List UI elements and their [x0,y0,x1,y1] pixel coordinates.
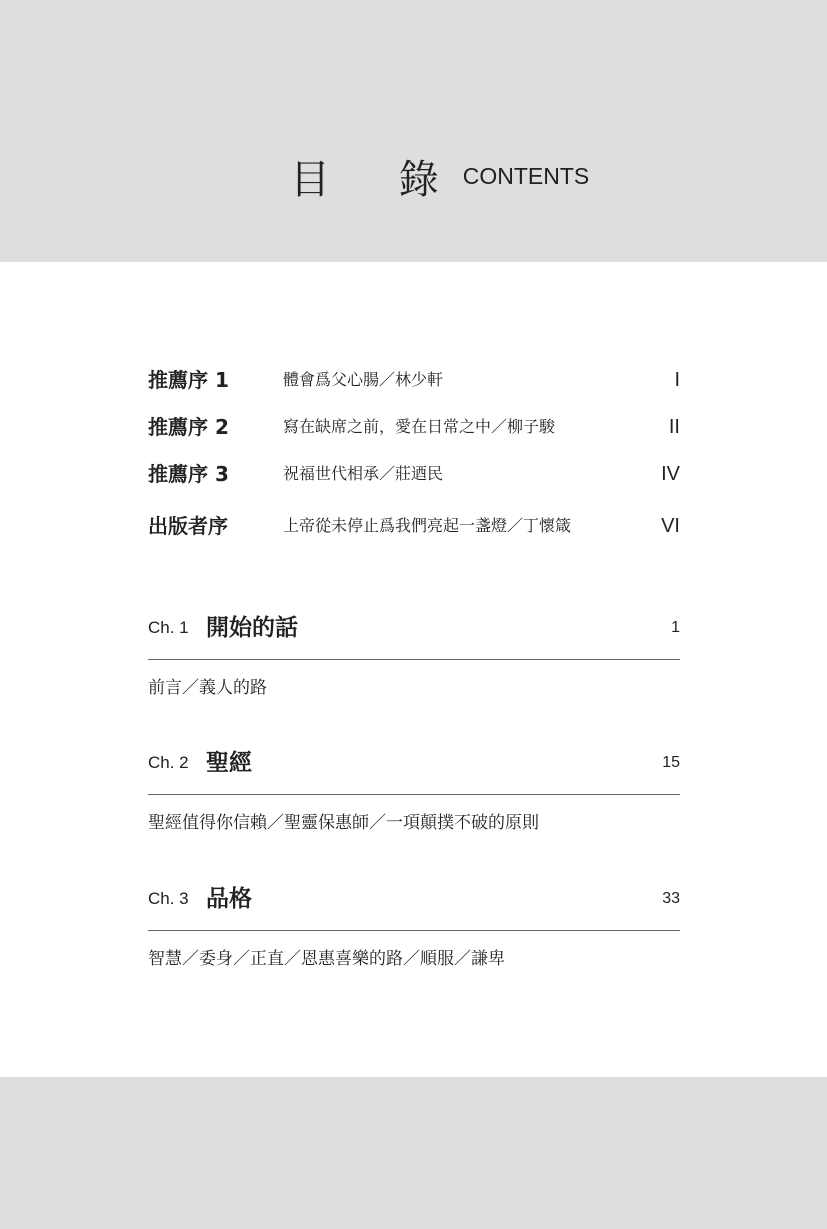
preface-entry[interactable] [148,412,680,442]
chapter-heading [148,881,680,917]
chapter-title: 開始的話 [206,615,298,641]
preface-page-number: VI [661,515,680,537]
chapter-page-number: 33 [662,890,680,907]
chapter-divider [148,930,680,931]
preface-page-number: II [668,416,680,438]
preface-entry[interactable] [148,459,680,489]
chapter-sections: 聖經值得你信賴／聖靈保惠師／一項顛撲不破的原則 [148,813,539,833]
chapter-sections: 前言／義人的路 [148,678,267,698]
chapter-heading [148,745,680,781]
preface-description: 體會爲父心腸／林少軒 [283,370,444,389]
chapter-divider [148,794,680,795]
chapter-number: Ch. 1 [148,618,189,637]
page-title-chinese: 目 錄 [290,156,467,203]
header-band [0,0,827,262]
preface-label: 推薦序 2 [148,415,229,439]
chapter-sections: 智慧／委身／正直／恩惠喜樂的路／順服／謙卑 [148,949,505,969]
preface-description: 上帝從未停止爲我們亮起一盞燈／丁懷箴 [283,516,572,535]
preface-description: 寫在缺席之前，愛在日常之中／柳子駿 [283,417,556,436]
preface-entry[interactable] [148,365,680,395]
chapter-number: Ch. 2 [148,753,189,772]
chapter-page-number: 1 [671,619,680,636]
footer-band [0,1077,827,1229]
preface-label: 出版者序 [148,514,228,538]
preface-label: 推薦序 1 [148,368,229,392]
chapter-entry[interactable] [148,881,680,969]
preface-page-number: I [674,369,680,391]
page-title-english: CONTENTS [462,162,590,189]
chapter-title: 聖經 [206,750,252,776]
chapter-entry[interactable] [148,745,680,833]
preface-label: 推薦序 3 [148,462,229,486]
chapter-heading [148,610,680,646]
page-title [290,148,589,204]
chapter-page-number: 15 [662,754,680,771]
preface-page-number: IV [661,463,680,485]
preface-entry[interactable] [148,511,680,541]
chapter-entry[interactable] [148,610,680,698]
chapter-number: Ch. 3 [148,889,189,908]
chapter-divider [148,659,680,660]
chapter-title: 品格 [206,886,252,912]
preface-description: 祝福世代相承／莊迺民 [283,464,444,483]
